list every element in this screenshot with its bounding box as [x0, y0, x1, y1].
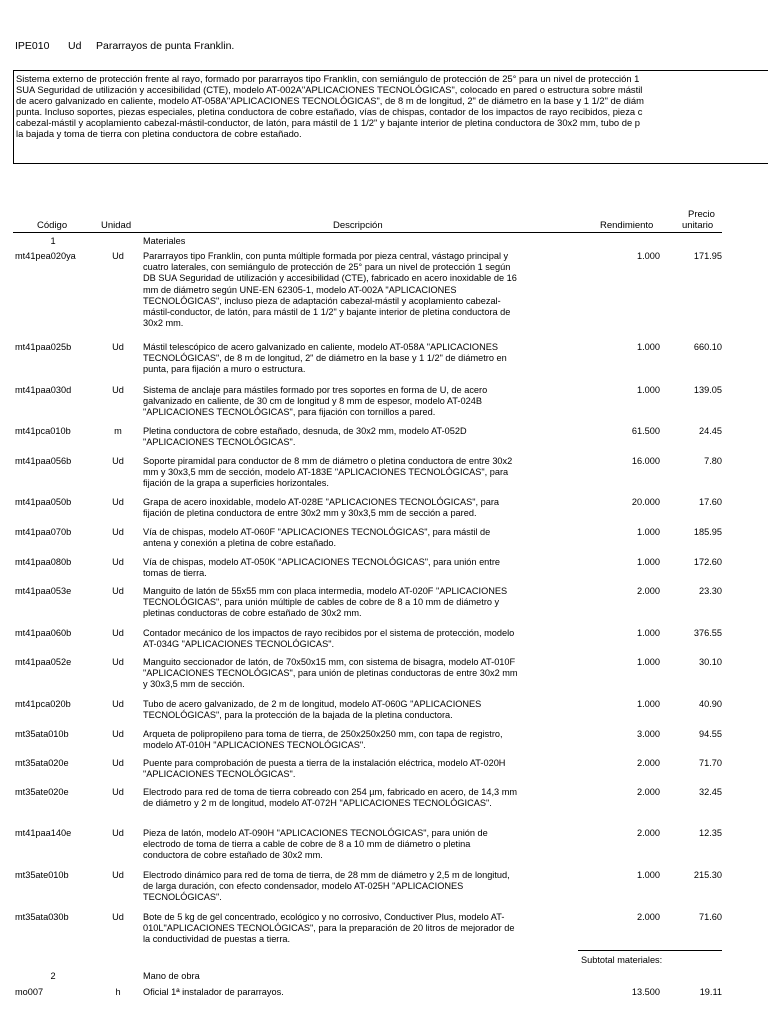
row-description-line: cuatro laterales, con semiángulo de protección de 25° para un nivel de protección 1 según [143, 262, 511, 273]
row-rendimiento: 1.000 [637, 870, 660, 880]
header-divider [13, 232, 722, 233]
row-price: 7.80 [704, 456, 722, 466]
row-code: mt35ata030b [15, 912, 69, 922]
section-number: 1 [50, 236, 56, 246]
row-description-line: Puente para comprobación de puesta a tierra de la instalación eléctrica, modelo AT-020H [143, 758, 506, 768]
row-description [143, 912, 575, 946]
row-code: mt41paa070b [15, 527, 72, 537]
row-description-line: Manguito de latón de 55x55 mm con placa intermedia, modelo AT-020F "APLICACIONES [143, 586, 508, 596]
row-rendimiento: 16.000 [631, 456, 660, 466]
row-price: 376.55 [693, 628, 722, 638]
row-description-line: Sistema de anclaje para mástiles formado por tres soportes en forma de U, de acero [143, 385, 488, 395]
row-unit: m [114, 426, 122, 436]
row-description-line: "APLICACIONES TECNOLÓGICAS". [143, 437, 296, 448]
row-description-line: Oficial 1ª instalador de pararrayos. [143, 987, 284, 997]
row-unit: Ud [112, 729, 124, 739]
row-rendimiento: 1.000 [637, 342, 660, 352]
row-code: mt41pca020b [15, 699, 71, 709]
row-rendimiento: 2.000 [637, 912, 660, 922]
row-description-line: "APLICACIONES TECNOLÓGICAS", para unión de pletinas conductoras de entre 30x2 mm [143, 668, 518, 679]
row-rendimiento: 61.500 [631, 426, 660, 436]
section-label: Materiales [143, 236, 186, 246]
row-description [143, 527, 575, 549]
row-unit: Ud [112, 828, 124, 838]
row-code: mt35ate020e [15, 787, 69, 797]
row-description-line: modelo AT-010H "APLICACIONES TECNOLÓGICAS". [143, 740, 366, 751]
column-header-description: Descripción [333, 220, 383, 231]
row-description-line: Electrodo dinámico para red de toma de tierra, de 28 mm de diámetro y 2,5 m de longitud, [143, 870, 510, 880]
row-description-line: galvanizado en caliente, de 30 cm de longitud y 8 mm de espesor, modelo AT-024B [143, 396, 482, 407]
row-rendimiento: 1.000 [637, 557, 660, 567]
row-rendimiento: 1.000 [637, 657, 660, 667]
row-code: mo007 [15, 987, 44, 997]
row-description-line: Mástil telescópico de acero galvanizado en caliente, modelo AT-058A "APLICACIONES [143, 342, 498, 352]
row-description-line: fijación de pletina conductora de entre 30x2 mm y 30x3,5 mm de sección a pared. [143, 508, 477, 519]
description-line: SUA Seguridad de utilización y accesibilidad (CTE), modelo AT-002A"APLICACIONES TECNOLÓGICAS", colocado en pared o estructura sobre mástil [16, 84, 643, 95]
row-code: mt41paa025b [15, 342, 72, 352]
row-price: 23.30 [699, 586, 722, 596]
row-description [143, 456, 575, 490]
column-header-unit: Unidad [101, 220, 132, 231]
row-description-line: y 30x3,5 mm de sección. [143, 679, 245, 690]
row-description-line: mm de diámetro según UNE-EN 62305-1, modelo AT-002A "APLICACIONES [143, 284, 457, 295]
row-description [143, 628, 575, 650]
row-code: mt41paa030d [15, 385, 72, 395]
row-description-line: TECNOLÓGICAS". [143, 892, 222, 903]
row-unit: Ud [112, 870, 124, 880]
row-description [143, 657, 575, 691]
item-title: Pararrayos de punta Franklin. [96, 40, 235, 52]
description-box [13, 70, 768, 164]
row-unit: Ud [112, 586, 124, 596]
row-description-line: Pieza de latón, modelo AT-090H "APLICACIONES TECNOLÓGICAS", para unión de [143, 828, 488, 838]
section-number: 2 [50, 971, 56, 981]
row-rendimiento: 2.000 [637, 586, 660, 596]
row-unit: Ud [112, 628, 124, 638]
item-code: IPE010 [15, 40, 50, 52]
row-code: mt41paa050b [15, 497, 72, 507]
row-unit: Ud [112, 557, 124, 567]
row-description [143, 497, 575, 519]
row-description-line: de larga duración, con efecto condensador, modelo AT-025H "APLICACIONES [143, 881, 464, 892]
row-description-line: TECNOLÓGICAS", para la protección de la bajada de la pletina conductora. [143, 710, 453, 721]
row-description [143, 426, 575, 448]
row-unit: Ud [112, 699, 124, 709]
row-description-line: pletinas conductoras de cobre estañado de 30x2 mm. [143, 608, 362, 619]
subtotal-materials-label: Subtotal materiales: [581, 955, 663, 965]
row-description [143, 586, 575, 620]
row-code: mt41paa053e [15, 586, 72, 596]
row-price: 185.95 [693, 527, 722, 537]
row-description-line: punta, para fijación a muro o estructura. [143, 364, 306, 375]
row-unit: Ud [112, 251, 124, 261]
row-description [143, 729, 575, 751]
row-description-line: TECNOLÓGICAS", de 8 m de longitud, 2" de diámetro en la base y 1 1/2" de diámetro en [143, 353, 507, 364]
row-code: mt35ata010b [15, 729, 69, 739]
row-description-line: Pletina conductora de cobre estañado, desnuda, de 30x2 mm, modelo AT-052D [143, 426, 467, 436]
description-line: de acero galvanizado en caliente, modelo AT-058A"APLICACIONES TECNOLÓGICAS", de 8 m de longitud, 2" de diámetro en la base y 1 1/2" de diám [16, 95, 644, 106]
row-price: 71.70 [699, 758, 722, 768]
row-price: 40.90 [699, 699, 722, 709]
row-description [143, 699, 575, 721]
row-rendimiento: 1.000 [637, 699, 660, 709]
row-description-line: DB SUA Seguridad de utilización y accesibilidad (CTE), fabricado en acero inoxidable de 16 [143, 273, 517, 284]
row-unit: Ud [112, 497, 124, 507]
row-description [143, 828, 575, 862]
row-description [143, 385, 575, 419]
row-price: 12.35 [699, 828, 722, 838]
row-description-line: TECNOLÓGICAS", para unión múltiple de cables de cobre de 8 a 10 mm de diámetro y [143, 597, 500, 608]
row-description-line: Arqueta de polipropileno para toma de tierra, de 250x250x250 mm, con tapa de registro, [143, 729, 503, 739]
row-code: mt41paa060b [15, 628, 72, 638]
row-code: mt41pea020ya [15, 251, 76, 261]
row-unit: Ud [112, 456, 124, 466]
row-rendimiento: 2.000 [637, 758, 660, 768]
row-code: mt41paa052e [15, 657, 72, 667]
row-price: 660.10 [693, 342, 722, 352]
column-header-unitario: unitario [682, 220, 714, 231]
row-description [143, 870, 575, 904]
row-description-line: 30x2 mm. [143, 318, 184, 329]
row-rendimiento: 3.000 [637, 729, 660, 739]
column-header-code: Código [37, 220, 68, 231]
row-description [143, 557, 575, 579]
description-line: la bajada y toma de tierra con pletina conductora de cobre estañado. [16, 128, 302, 139]
row-code: mt35ata020e [15, 758, 69, 768]
row-code: mt41paa056b [15, 456, 72, 466]
row-description-line: 010L"APLICACIONES TECNOLÓGICAS", para la preparación de 20 litros de mejorador de [143, 923, 515, 934]
row-description-line: antena y conexión a pletina de cobre estañado. [143, 538, 337, 549]
row-description-line: Pararrayos tipo Franklin, con punta múltiple formada por pieza central, vástago principal y [143, 251, 509, 261]
item-unit: Ud [68, 40, 82, 52]
description-line: cabezal-mástil y acoplamiento cabezal-mástil-conductor, de latón, para mástil de 1 1/2" y bajante interior de pletina conductora de 30x2 mm, tubo de p [16, 117, 640, 128]
row-code: mt35ate010b [15, 870, 69, 880]
row-description-line: fijación de la grapa a superficies horizontales. [143, 478, 329, 489]
row-description-line: "APLICACIONES TECNOLÓGICAS". [143, 769, 296, 780]
row-price: 24.45 [699, 426, 722, 436]
row-description [143, 251, 575, 329]
row-unit: Ud [112, 912, 124, 922]
row-description-line: de diámetro y 2 m de longitud, modelo AT-072H "APLICACIONES TECNOLÓGICAS". [143, 798, 492, 809]
row-description-line: mm y 30x3,5 mm de sección, modelo AT-183E "APLICACIONES TECNOLÓGICAS", para [143, 467, 509, 478]
row-rendimiento: 1.000 [637, 251, 660, 261]
row-price: 19.11 [699, 987, 722, 997]
description-text [16, 73, 768, 139]
column-header-precio: Precio [688, 209, 715, 220]
section-label: Mano de obra [143, 971, 200, 981]
row-price: 71.60 [699, 912, 722, 922]
row-unit: Ud [112, 527, 124, 537]
row-description-line: Vía de chispas, modelo AT-050K "APLICACIONES TECNOLÓGICAS", para unión entre [143, 557, 501, 567]
row-description [143, 987, 575, 998]
row-rendimiento: 13.500 [631, 987, 660, 997]
row-rendimiento: 1.000 [637, 527, 660, 537]
row-rendimiento: 1.000 [637, 385, 660, 395]
row-price: 17.60 [699, 497, 722, 507]
row-unit: Ud [112, 758, 124, 768]
row-unit: Ud [112, 342, 124, 352]
row-unit: Ud [112, 657, 124, 667]
row-price: 172.60 [693, 557, 722, 567]
row-price: 139.05 [693, 385, 722, 395]
row-price: 94.55 [699, 729, 722, 739]
description-line: Sistema externo de protección frente al rayo, formado por pararrayos tipo Franklin, con semiángulo de protección de 25° para un nivel de protección 1 [16, 73, 640, 84]
row-description-line: electrodo de toma de tierra a cable de cobre de 8 a 10 mm de diámetro o pletina [143, 839, 471, 850]
row-description-line: Vía de chispas, modelo AT-060F "APLICACIONES TECNOLÓGICAS", para mástil de [143, 527, 491, 537]
row-price: 30.10 [699, 657, 722, 667]
row-description-line: mástil-conductor, de latón, para mástil de 1 1/2" y bajante interior de pletina conductora de [143, 307, 511, 318]
row-description [143, 787, 575, 809]
subtotal-divider [578, 950, 722, 951]
row-description-line: Soporte piramidal para conductor de 8 mm de diámetro o pletina conductora de entre 30x2 [143, 456, 513, 466]
row-description-line: conductora de cobre estañado de 30x2 mm. [143, 850, 323, 861]
row-description-line: Manguito seccionador de latón, de 70x50x15 mm, con sistema de bisagra, modelo AT-010F [143, 657, 516, 667]
row-code: mt41paa080b [15, 557, 72, 567]
row-description-line: TECNOLÓGICAS", incluso pieza de adaptación cabezal-mástil y acoplamiento cabezal- [143, 295, 501, 306]
description-line: punta. Incluso soportes, piezas especiales, pletina conductora de cobre estañado, vías de chispas, contador de los impactos de rayo recibidos, pieza c [16, 106, 643, 117]
row-price: 171.95 [693, 251, 722, 261]
row-description-line: Tubo de acero galvanizado, de 2 m de longitud, modelo AT-060G "APLICACIONES [143, 699, 482, 709]
column-header-rendimiento: Rendimiento [600, 220, 654, 231]
row-description [143, 758, 575, 780]
row-code: mt41paa140e [15, 828, 72, 838]
row-code: mt41pca010b [15, 426, 71, 436]
row-rendimiento: 1.000 [637, 628, 660, 638]
row-description-line: Bote de 5 kg de gel concentrado, ecológico y no corrosivo, Conductiver Plus, modelo AT- [143, 912, 505, 922]
row-description-line: Grapa de acero inoxidable, modelo AT-028E "APLICACIONES TECNOLÓGICAS", para [143, 497, 499, 507]
row-price: 32.45 [699, 787, 722, 797]
row-rendimiento: 2.000 [637, 828, 660, 838]
row-unit: Ud [112, 385, 124, 395]
row-description-line: AT-034G "APLICACIONES TECNOLÓGICAS". [143, 639, 335, 650]
row-description-line: Electrodo para red de toma de tierra cobreado con 254 µm, fabricado en acero, de 14,3 mm [143, 787, 518, 797]
row-unit: h [115, 987, 121, 997]
row-description [143, 342, 575, 376]
row-description-line: Contador mecánico de los impactos de rayo recibidos por el sistema de protección, modelo [143, 628, 515, 638]
row-description-line: tomas de tierra. [143, 568, 207, 579]
row-description-line: "APLICACIONES TECNOLÓGICAS", para fijación con tornillos a pared. [143, 407, 436, 418]
row-unit: Ud [112, 787, 124, 797]
row-description-line: la conductividad de puestas a tierra. [143, 934, 291, 945]
row-rendimiento: 2.000 [637, 787, 660, 797]
row-price: 215.30 [693, 870, 722, 880]
row-rendimiento: 20.000 [631, 497, 660, 507]
